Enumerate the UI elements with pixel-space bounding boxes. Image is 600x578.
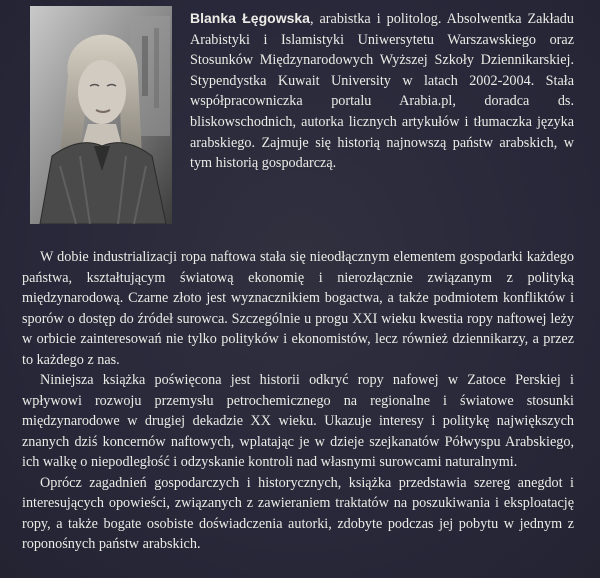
bio-line: się historią najnowszą państw arabskich, w tym historią xyxy=(190,134,574,172)
bio-line: nych artykułów i tłumaczka języka arabskiego. Zajmuje xyxy=(190,113,574,151)
bio-line: Zakładu Arabistyki i Islamistyki Uniwersytetu Warszaw xyxy=(190,11,574,48)
text-line: W dobie industrializacji ropa naftowa stała się nieodłącznym elementem gospo xyxy=(40,249,494,265)
bio-line: Arabia.pl, doradca ds. bliskowschodnich, autorka licz xyxy=(190,93,574,130)
text-line: darki każdego państwa, kształtującym światową ekonomię i nierozłącznie związa xyxy=(22,249,574,286)
description-paragraph-3 xyxy=(22,473,574,555)
description-paragraph-1 xyxy=(22,247,574,370)
text-line: a także podmiotem konfliktów i sporów o dostęp do źródeł surowca. Szczególnie xyxy=(22,290,575,327)
text-line: największych znanych dziś koncernów naftowych, wplatając je w dzieje szejkana xyxy=(22,413,575,450)
bio-line: w latach 2002-2004. Stała współpracowniczka portalu xyxy=(190,72,574,110)
book-description xyxy=(22,247,574,555)
bio-line: , arabistka i politolog. Absolwentka xyxy=(309,11,522,27)
text-line: u progu XXI wieku kwestia ropy naftowej leży w orbicie zainteresowań nie tylko xyxy=(22,310,574,347)
text-line: i wpływowi rozwoju przemysłu petrochemicznego na regionalne i światowe sto xyxy=(22,372,574,409)
text-line: anegdot i interesujących opowieści, związanych z zawieraniem traktatów na po xyxy=(22,474,574,511)
author-photo xyxy=(30,6,172,224)
author-portrait-image xyxy=(30,6,172,224)
author-bio xyxy=(190,8,574,174)
bio-line: Szkoły Dziennikarskiej. Stypendystka Kuwait University xyxy=(190,52,575,89)
text-line: sunki międzynarodowe w drugiej dekadzie XX wieku. Ukazuje interesy i politykę xyxy=(22,392,574,429)
text-line: zdobyte podczas jej pobytu w jednym z roponośnych państw arabskich. xyxy=(22,515,574,552)
bio-line: skiego oraz Stosunków Międzynarodowych Wyższej xyxy=(190,31,574,69)
author-name: Blanka Łęgowska xyxy=(190,10,310,26)
text-line: polityków i ekonomistów, lecz również dziennikarzy, a przez to każdego z nas. xyxy=(22,331,575,368)
text-line: Niniejsza książka poświęcona jest historii odkryć ropy nafowej w Zatoce Perskiej xyxy=(40,372,561,388)
text-line: Oprócz zagadnień gospodarczych i historycznych, książka przedstawia szereg xyxy=(40,474,511,491)
text-line: nym z polityką międzynarodową. Czarne złoto jest wyznacznikiem bogactwa, xyxy=(22,269,574,306)
description-paragraph-2 xyxy=(22,370,574,473)
bio-line: gospodarczą. xyxy=(261,155,337,172)
text-line: własnymi surowcami naturalnymi. xyxy=(320,454,518,470)
text-line: tów Półwyspu Arabskiego, ich walkę o niepodległość i odzyskanie kontroli nad xyxy=(22,433,574,470)
text-line: szukiwania i eksploatację ropy, a także bogate osobiste doświadczenia autorki, xyxy=(22,495,574,532)
